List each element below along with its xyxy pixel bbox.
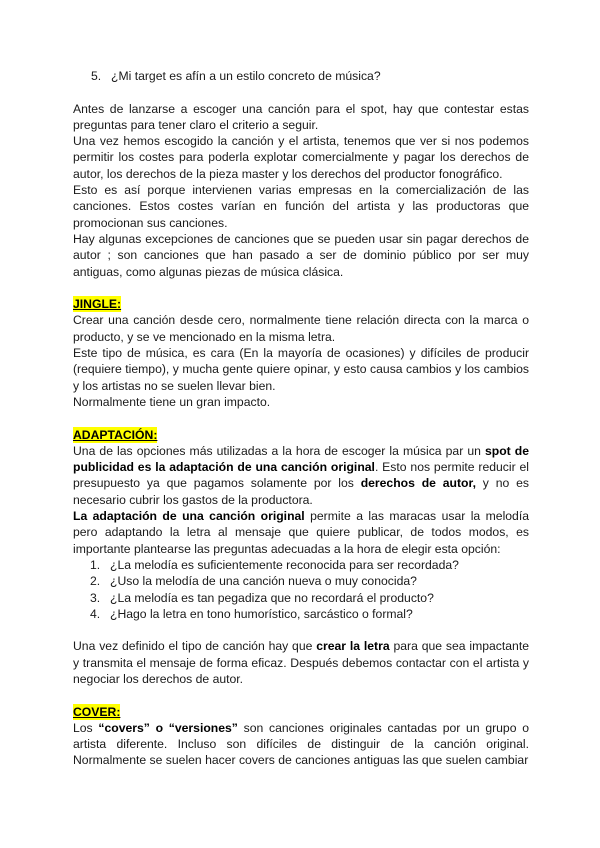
jingle-section xyxy=(73,296,529,410)
document-body xyxy=(73,68,529,769)
list-item xyxy=(90,573,529,589)
adaptacion-question-list xyxy=(73,557,529,622)
adaptacion-heading: ADAPTACIÓN: xyxy=(73,427,158,442)
adaptacion-paragraph-3: Una vez definido el tipo de canción hay que crear la letra para que sea impactante y transmita el mensaje de forma eficaz. Después debemos contactar con el artista y negociar los derechos de autor. xyxy=(73,639,529,686)
cover-section xyxy=(73,704,529,769)
jingle-paragraph-3: Normalmente tiene un gran impacto. xyxy=(73,394,271,409)
intro-paragraph-3: Esto es así porque intervienen varias empresas en la comercialización de las canciones. Estos costes varían en función del artista y las productoras que promocionan sus canciones. xyxy=(73,183,529,230)
list-text: ¿La melodía es tan pegadiza que no recordará el producto? xyxy=(110,590,434,605)
cover-paragraph-1: Los “covers” o “versiones” son canciones originales cantadas por un grupo o artista diferente. Incluso son difíciles de distinguir de la canción original. Normalmente se suelen hacer covers de canciones antiguas las que suelen cambiar xyxy=(73,720,529,768)
jingle-paragraph-1: Crear una canción desde cero, normalmente tiene relación directa con la marca o producto, y se ve mencionado en la misma letra. xyxy=(73,313,529,344)
cover-heading: COVER: xyxy=(73,704,121,719)
list-text: ¿Uso la melodía de una canción nueva o muy conocida? xyxy=(110,574,417,589)
adaptacion-section xyxy=(73,427,529,688)
list-item xyxy=(90,590,529,606)
list-number: 3. xyxy=(90,590,101,605)
jingle-heading: JINGLE: xyxy=(73,297,122,312)
list-text: ¿La melodía es suficientemente reconocida para ser recordada? xyxy=(110,557,459,572)
list-number: 1. xyxy=(90,557,101,572)
intro-paragraph-4: Hay algunas excepciones de canciones que se pueden usar sin pagar derechos de autor ; son canciones que han pasado a ser de dominio público por ser muy antiguas, como algunas piezas de música clásica. xyxy=(73,231,529,279)
list-item xyxy=(90,606,529,622)
intro-paragraph-2: Una vez hemos escogido la canción y el artista, tenemos que ver si nos podemos permitir los costes para poderla explotar comercialmente y pagar los derechos de autor, los derechos de la pieza master y los derechos del productor fonográfico. xyxy=(73,134,529,181)
adaptacion-paragraph-1: Una de las opciones más utilizadas a la hora de escoger la música par un spot de publicidad es la adaptación de una canción original. Esto nos permite reducir el presupuesto ya que pagamos solamente por los derechos de autor, y no es necesario cubrir los gastos de la productora. xyxy=(73,443,530,507)
list-item xyxy=(73,68,529,84)
list-number: 5. xyxy=(91,69,102,83)
list-number: 4. xyxy=(90,606,101,621)
adaptacion-paragraph-2: La adaptación de una canción original permite a las maracas usar la melodía pero adaptando la letra al mensaje que quiere publicar, de todos modos, es importante plantearse las preguntas adecuadas a la hora de elegir esta opción: xyxy=(73,509,529,556)
jingle-paragraph-2: Este tipo de música, es cara (En la mayoría de ocasiones) y difíciles de producir (requiere tiempo), y mucha gente quiere opinar, y esto causa cambios y los cambios y los artistas no se suelen llevar bien. xyxy=(73,346,529,393)
list-text: ¿Hago la letra en tono humorístico, sarcástico o formal? xyxy=(110,606,413,621)
list-text: ¿Mi target es afín a un estilo concreto de música? xyxy=(111,69,381,83)
list-item xyxy=(90,557,529,573)
intro-paragraph-1: Antes de lanzarse a escoger una canción para el spot, hay que contestar estas preguntas para tener claro el criterio a seguir. xyxy=(73,101,529,132)
list-number: 2. xyxy=(90,574,101,589)
